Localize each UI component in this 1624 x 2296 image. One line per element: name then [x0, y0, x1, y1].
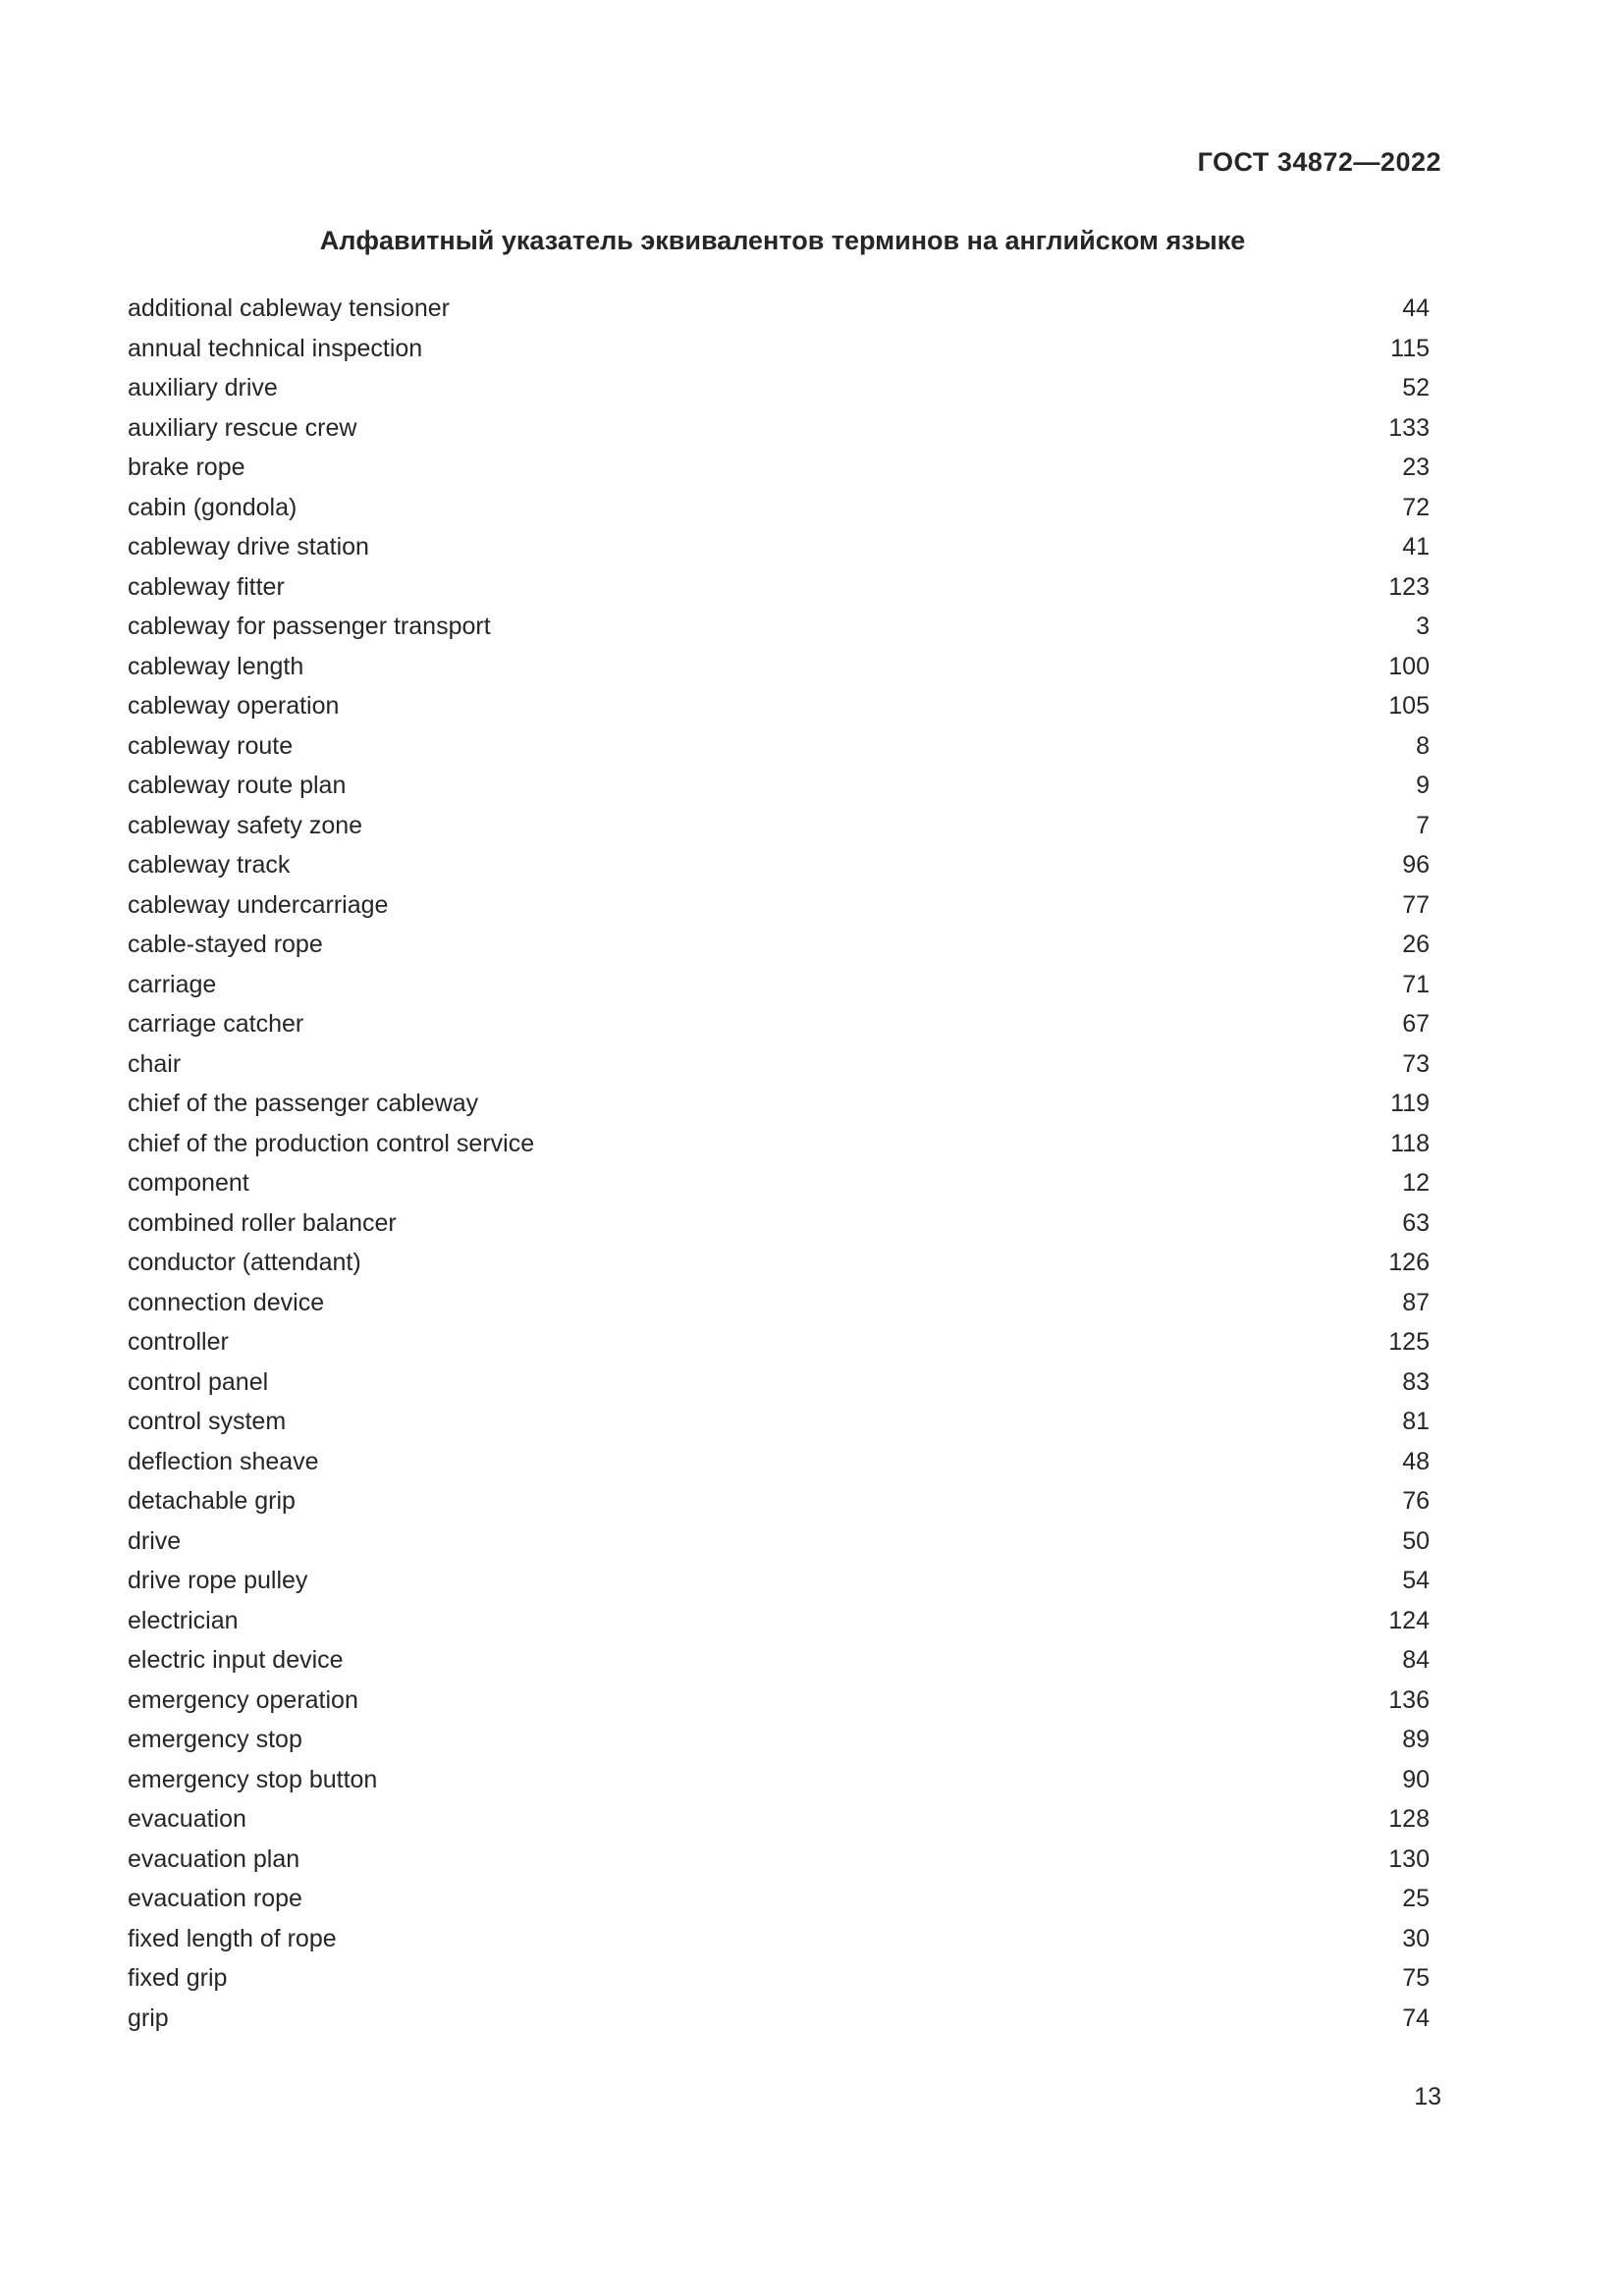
index-term: emergency operation — [128, 1685, 358, 1714]
index-term-number: 63 — [1402, 1208, 1430, 1237]
index-term: additional cableway tensioner — [128, 294, 450, 322]
index-entry — [128, 686, 1430, 726]
page-number: 13 — [1414, 2083, 1441, 2110]
index-term: cableway route plan — [128, 772, 347, 799]
index-term: control system — [128, 1408, 287, 1435]
index-entry — [128, 408, 1430, 449]
index-term-number: 73 — [1402, 1049, 1430, 1078]
index-entry — [128, 1958, 1430, 1999]
index-entry — [128, 607, 1430, 647]
index-term-number: 50 — [1402, 1526, 1430, 1555]
index-entry — [128, 1681, 1430, 1721]
index-term: cableway safety zone — [128, 811, 363, 839]
index-term-number: 133 — [1388, 413, 1430, 442]
index-term: cableway length — [128, 652, 304, 680]
index-term-number: 128 — [1388, 1805, 1430, 1833]
index-entry — [128, 1720, 1430, 1760]
index-term-number: 48 — [1402, 1447, 1430, 1475]
index-term: emergency stop — [128, 1726, 302, 1753]
index-term: carriage — [128, 970, 217, 998]
index-term-number: 118 — [1390, 1129, 1430, 1157]
index-entry — [128, 1283, 1430, 1323]
index-entry — [128, 1999, 1430, 2039]
index-term: detachable grip — [128, 1487, 296, 1515]
index-term-number: 54 — [1402, 1567, 1430, 1594]
index-entry — [128, 368, 1430, 408]
index-term-number: 72 — [1402, 493, 1430, 521]
index-term-number: 87 — [1402, 1288, 1430, 1316]
index-term-number: 130 — [1388, 1844, 1430, 1873]
index-term-number: 52 — [1402, 374, 1430, 401]
index-entry — [128, 1601, 1430, 1641]
index-term: cabin (gondola) — [128, 493, 298, 521]
index-term: drive rope pulley — [128, 1567, 308, 1594]
index-entry — [128, 527, 1430, 567]
index-term-number: 75 — [1402, 1964, 1430, 1992]
index-term-number: 8 — [1416, 731, 1430, 760]
index-entry — [128, 1163, 1430, 1203]
index-term: electrician — [128, 1606, 239, 1634]
index-entry — [128, 1124, 1430, 1164]
index-term-number: 26 — [1402, 931, 1430, 958]
index-term: control panel — [128, 1367, 269, 1396]
index-term-number: 3 — [1416, 613, 1430, 640]
index-entry — [128, 329, 1430, 369]
index-term-number: 90 — [1402, 1765, 1430, 1793]
index-term: cableway for passenger transport — [128, 613, 491, 640]
index-entry — [128, 1084, 1430, 1124]
index-term-number: 7 — [1416, 811, 1430, 839]
index-term-number: 41 — [1402, 533, 1430, 561]
index-entry — [128, 965, 1430, 1005]
index-term-number: 100 — [1388, 652, 1430, 680]
index-term-number: 74 — [1402, 2003, 1430, 2032]
index-term-number: 76 — [1402, 1487, 1430, 1515]
index-entry — [128, 806, 1430, 846]
index-term-number: 83 — [1402, 1367, 1430, 1396]
index-term: component — [128, 1169, 249, 1197]
index-term: connection device — [128, 1288, 325, 1316]
index-term-number: 84 — [1402, 1646, 1430, 1674]
index-entry — [128, 1879, 1430, 1919]
index-term-number: 105 — [1388, 692, 1430, 720]
document-id: ГОСТ 34872—2022 — [1197, 147, 1441, 177]
index-term: evacuation — [128, 1805, 246, 1833]
index-entry — [128, 1004, 1430, 1044]
index-term: chief of the passenger cableway — [128, 1090, 479, 1117]
index-term: controller — [128, 1328, 229, 1356]
index-term-number: 89 — [1402, 1726, 1430, 1753]
index-term-number: 44 — [1402, 294, 1430, 322]
index-term-number: 119 — [1390, 1090, 1430, 1117]
index-entry — [128, 1322, 1430, 1362]
index-term: fixed length of rope — [128, 1924, 337, 1952]
index-term: cableway fitter — [128, 572, 285, 601]
index-term-number: 9 — [1416, 772, 1430, 799]
index-entry — [128, 1362, 1430, 1403]
index-term-number: 30 — [1402, 1924, 1430, 1952]
index-term: conductor (attendant) — [128, 1249, 361, 1276]
index-term: combined roller balancer — [128, 1208, 397, 1237]
index-term: cableway undercarriage — [128, 890, 389, 919]
index-term-number: 77 — [1402, 890, 1430, 919]
index-entry — [128, 1640, 1430, 1681]
index-entry — [128, 766, 1430, 806]
index-term: auxiliary rescue crew — [128, 413, 357, 442]
index-term: drive — [128, 1526, 182, 1555]
index-term: electric input device — [128, 1646, 344, 1674]
index-term: fixed grip — [128, 1964, 228, 1992]
index-term-number: 23 — [1402, 454, 1430, 481]
index-term-number: 115 — [1390, 334, 1430, 362]
index-entry — [128, 1522, 1430, 1562]
index-entry — [128, 448, 1430, 488]
index-list — [128, 289, 1430, 2038]
index-entry — [128, 647, 1430, 687]
index-term: carriage catcher — [128, 1010, 304, 1038]
index-term-number: 123 — [1388, 572, 1430, 601]
index-entry — [128, 1481, 1430, 1522]
index-term: brake rope — [128, 454, 245, 481]
index-entry — [128, 1760, 1430, 1800]
index-term: evacuation plan — [128, 1844, 300, 1873]
index-entry — [128, 726, 1430, 767]
index-entry — [128, 289, 1430, 329]
index-entry — [128, 488, 1430, 528]
index-term: auxiliary drive — [128, 374, 278, 401]
index-entry — [128, 1402, 1430, 1442]
index-term-number: 71 — [1402, 970, 1430, 998]
index-term-number: 12 — [1402, 1169, 1430, 1197]
index-term-number: 67 — [1402, 1010, 1430, 1038]
index-entry — [128, 1919, 1430, 1959]
index-entry — [128, 845, 1430, 885]
index-entry — [128, 1203, 1430, 1244]
index-term: deflection sheave — [128, 1447, 319, 1475]
index-term-number: 125 — [1388, 1328, 1430, 1356]
index-entry — [128, 567, 1430, 608]
index-term: chief of the production control service — [128, 1129, 535, 1157]
index-entry — [128, 1840, 1430, 1880]
index-term: cable-stayed rope — [128, 931, 323, 958]
index-term-number: 124 — [1388, 1606, 1430, 1634]
index-term: annual technical inspection — [128, 334, 423, 362]
index-entry — [128, 885, 1430, 926]
index-term: evacuation rope — [128, 1885, 302, 1912]
index-term: cableway track — [128, 851, 291, 879]
index-term-number: 96 — [1402, 851, 1430, 879]
index-entry — [128, 1243, 1430, 1283]
index-term: grip — [128, 2003, 169, 2032]
index-term-number: 25 — [1402, 1885, 1430, 1912]
index-term-number: 81 — [1402, 1408, 1430, 1435]
index-term-number: 136 — [1388, 1685, 1430, 1714]
index-term: cableway drive station — [128, 533, 369, 561]
index-term-number: 126 — [1388, 1249, 1430, 1276]
index-entry — [128, 1799, 1430, 1840]
page-title: Алфавитный указатель эквивалентов терминов на английском языке — [319, 226, 1246, 255]
index-entry — [128, 1561, 1430, 1601]
index-entry — [128, 1442, 1430, 1482]
index-term: emergency stop button — [128, 1765, 378, 1793]
index-term: cableway operation — [128, 692, 340, 720]
index-entry — [128, 925, 1430, 965]
index-term: cableway route — [128, 731, 294, 760]
index-term: chair — [128, 1049, 182, 1078]
index-entry — [128, 1044, 1430, 1085]
